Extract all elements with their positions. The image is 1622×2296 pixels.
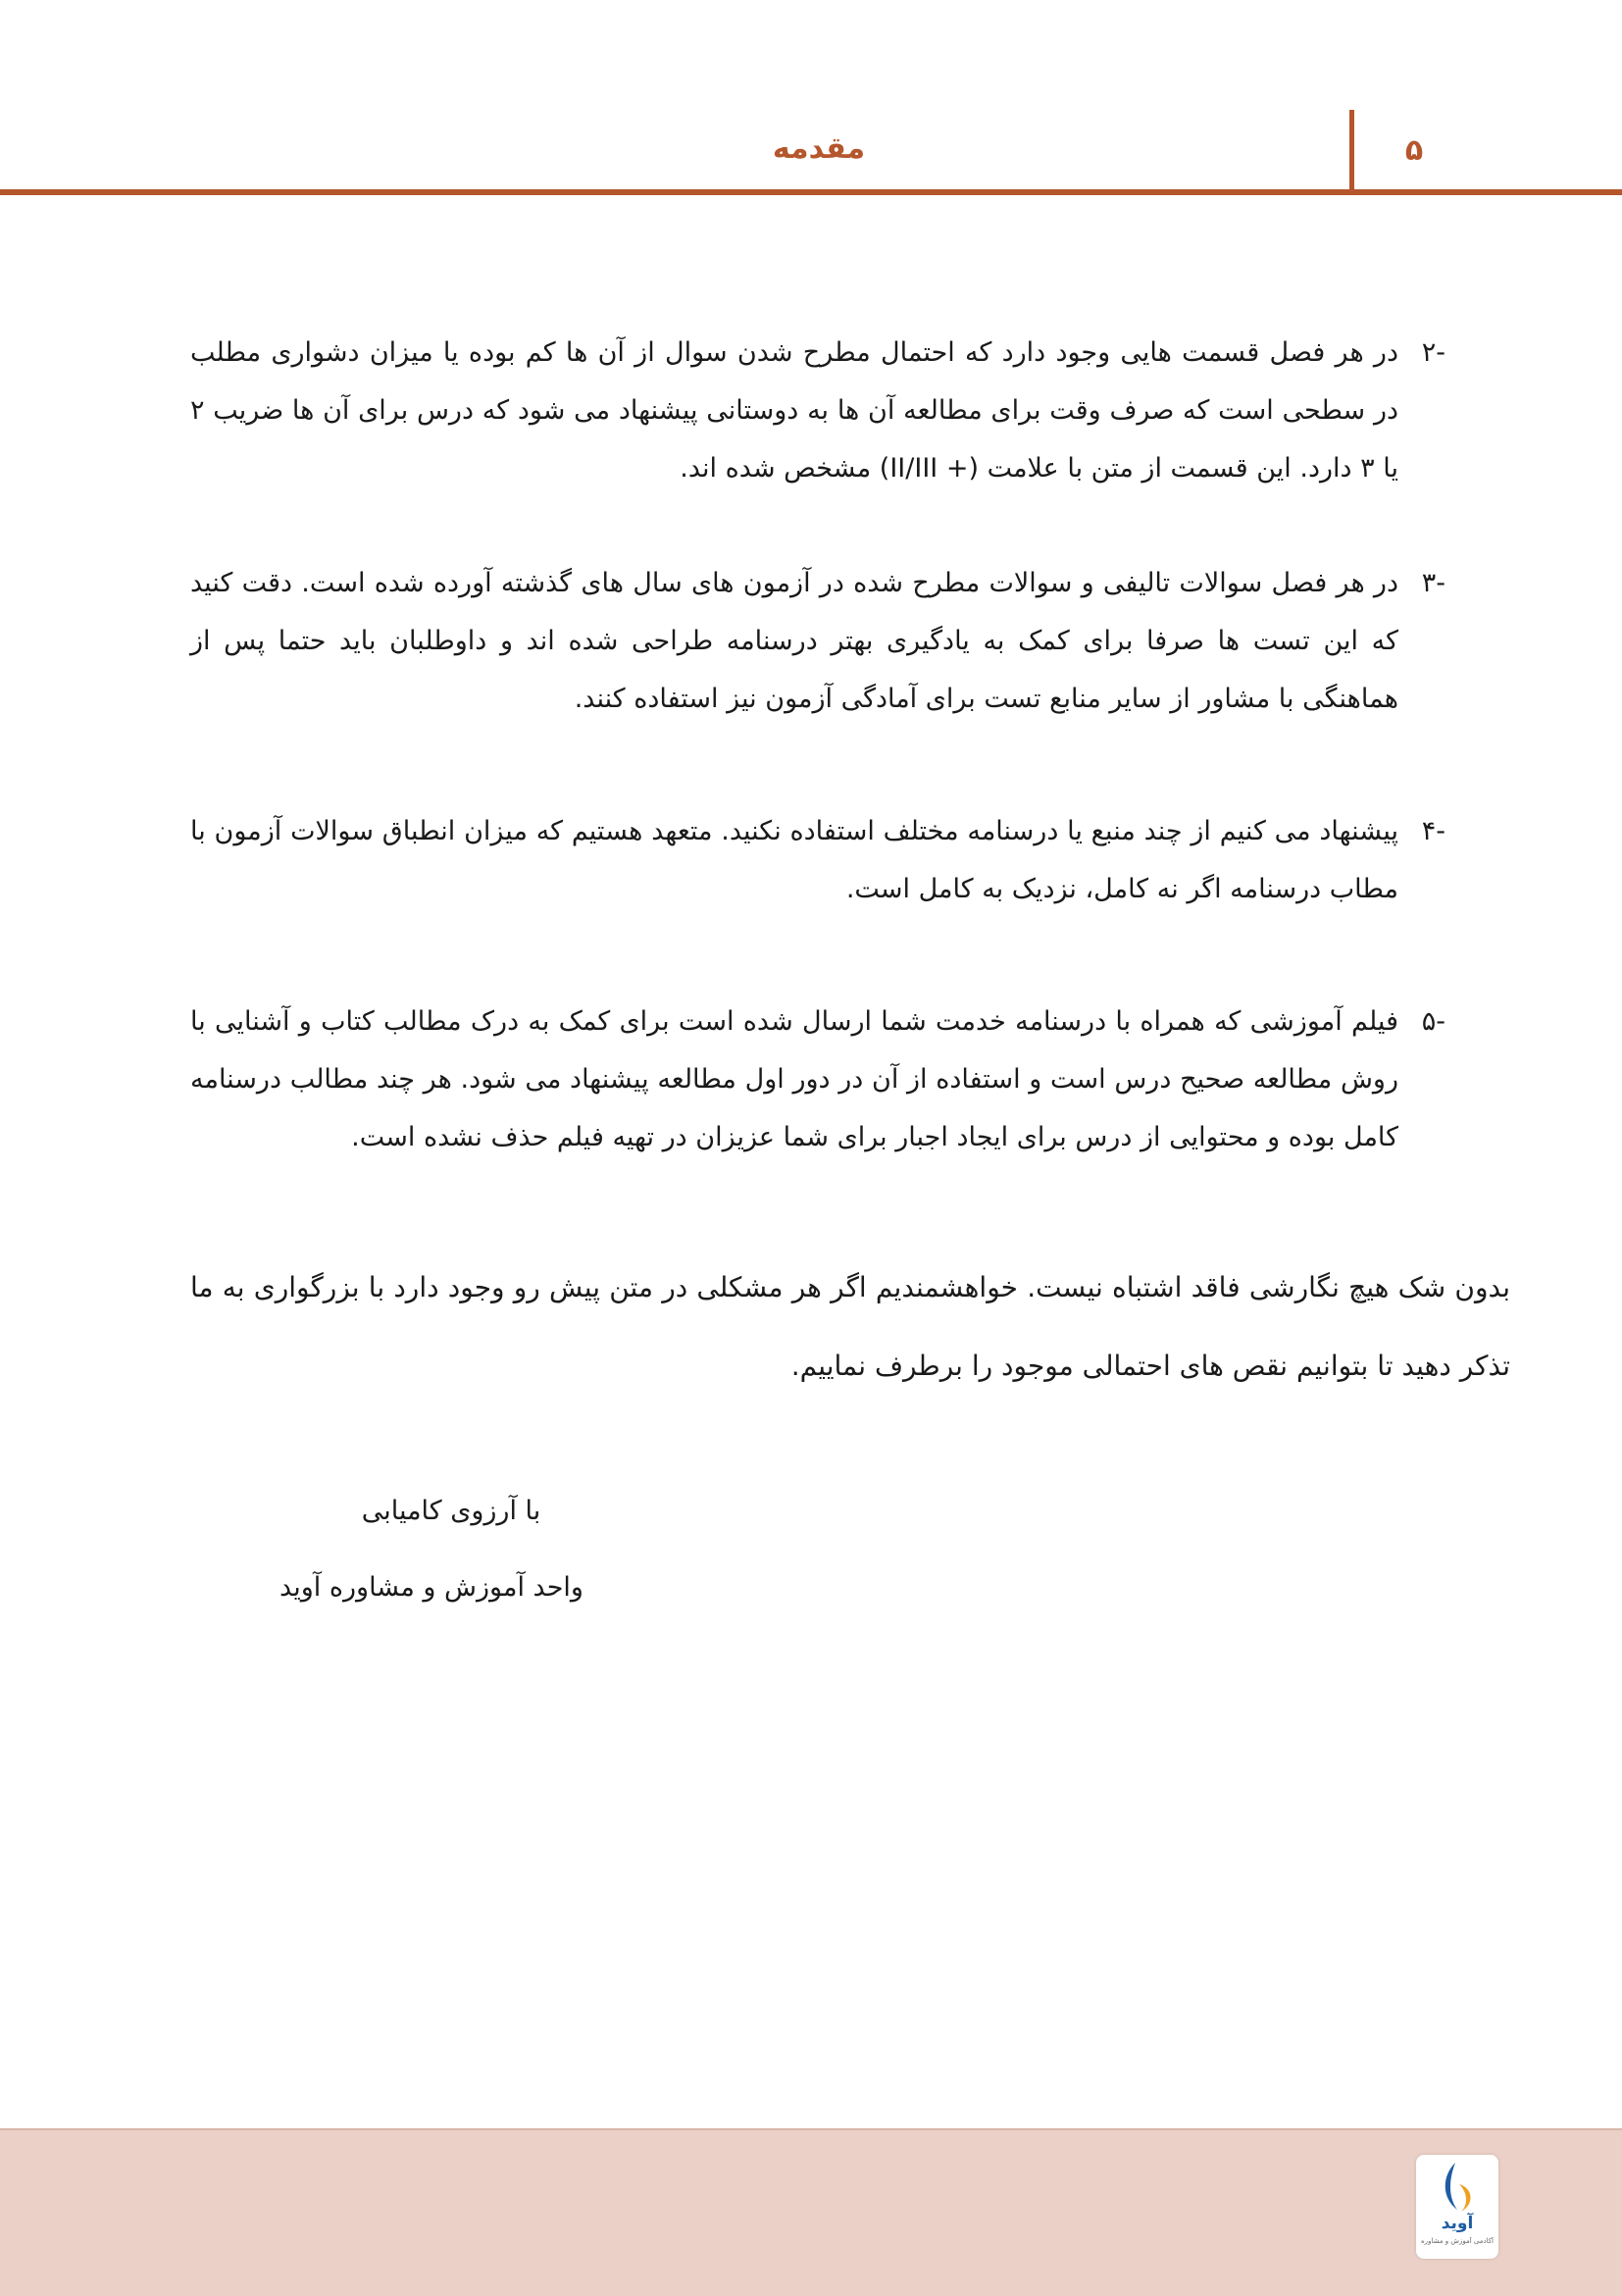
list-item-text: فیلم آموزشی که همراه با درسنامه خدمت شما ارسال شده است برای کمک به درک مطالب کتاب و آشنایی با روش مطالعه صحیح درس است و استفاده از آن در دور اول مطالعه پیشنهاد می شود. هر چند مطالب درسنامه کامل بوده و محتوایی از درس برای ایجاد اجبار برای شما عزیزان در تهیه فیلم حذف نشده است. (190, 1006, 1398, 1152)
page-number: ۵ (1404, 133, 1424, 168)
chapter-title: مقدمه (772, 131, 866, 166)
list-item-number: -۵ (1421, 1006, 1445, 1037)
logo-text: آوید (1441, 2214, 1474, 2233)
signature-wish: با آرزوی کامیابی (361, 1496, 541, 1526)
list-item-text: پیشنهاد می کنیم از چند منبع یا درسنامه مختلف استفاده نکنید. متعهد هستیم که میزان انطباق سوالات آزمون با مطاب درسنامه اگر نه کامل، نزدیک به کامل است. (190, 816, 1398, 904)
list-item-text: در هر فصل سوالات تالیفی و سوالات مطرح شده در آزمون های سال های گذشته آورده شده است. دقت کنید که این تست ها صرفا برای کمک به یادگیری بهتر درسنامه طراحی شده اند و داوطلبان باید حتما پس از هماهنگی با مشاور از سایر منابع تست برای آمادگی آزمون نیز استفاده کنند. (190, 568, 1398, 714)
header-rule (0, 189, 1622, 195)
header-divider (1349, 110, 1354, 190)
list-item (190, 554, 1445, 728)
list-item (190, 993, 1445, 1166)
logo-subtext: آکادمی آموزش و مشاوره (1421, 2237, 1494, 2245)
numbered-list (190, 324, 1445, 1166)
list-item-number: -۲ (1421, 337, 1445, 368)
list-item-number: -۳ (1421, 568, 1445, 598)
page-header (0, 0, 1622, 196)
list-item (190, 802, 1445, 918)
list-item (190, 324, 1445, 497)
closing-paragraph: بدون شک هیچ نگارشی فاقد اشتباه نیست. خواهشمندیم اگر هر مشکلی در متن پیش رو وجود دارد با بزرگواری به ما تذکر دهید تا بتوانیم نقص های احتمالی موجود را برطرف نماییم. (190, 1271, 1510, 1382)
page-footer (0, 2128, 1622, 2296)
signature-department: واحد آموزش و مشاوره آوید (279, 1572, 583, 1603)
list-item-text: در هر فصل قسمت هایی وجود دارد که احتمال مطرح شدن سوال از آن ها کم بوده یا میزان دشواری مطلب در سطحی است که صرف وقت برای مطالعه آن ها به دوستانی پیشنهاد می شود که درس برای آن ها ضریب ۲ یا ۳ دارد. این قسمت از متن با علامت (+ II/III) مشخص شده اند. (190, 337, 1398, 484)
list-item-number: -۴ (1421, 816, 1445, 846)
avid-logo (1416, 2155, 1498, 2259)
